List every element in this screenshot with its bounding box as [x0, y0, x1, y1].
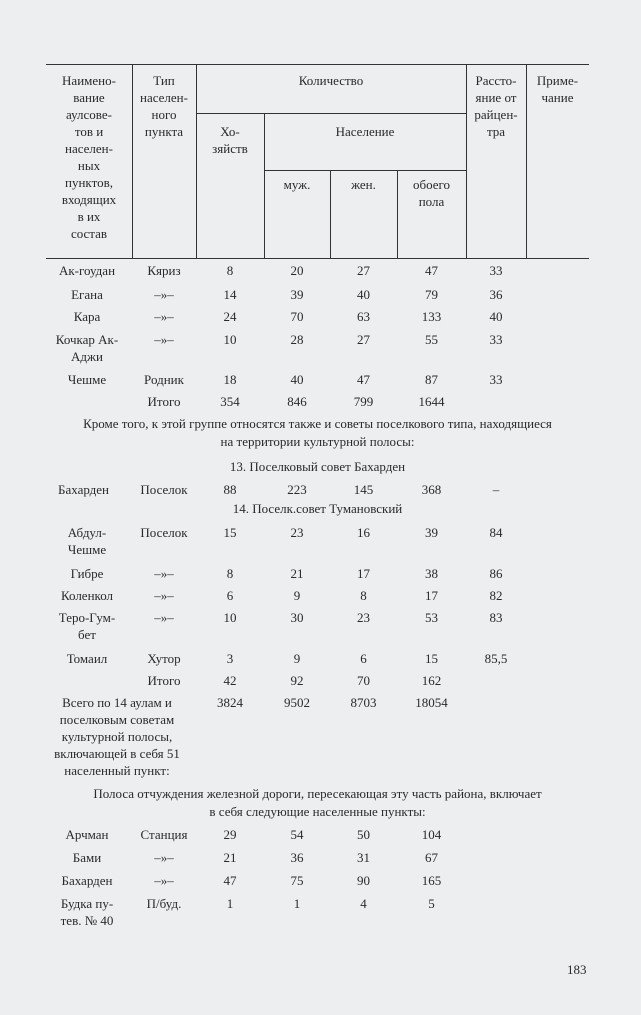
- row-female: 145: [353, 482, 374, 497]
- header-quantity: Количество: [298, 73, 364, 88]
- row-both: 17: [425, 588, 438, 603]
- row-female: 8: [360, 588, 367, 603]
- header-type: Тип населен- ного пункта: [140, 73, 188, 139]
- row-households: 18: [223, 372, 237, 387]
- row-distance: 83: [489, 610, 503, 625]
- row-male: 9: [293, 651, 301, 666]
- row-households: 1: [226, 896, 234, 911]
- row-households: 21: [223, 850, 237, 865]
- row-name: Томаил: [66, 651, 108, 666]
- row-name: Арчман: [65, 827, 109, 842]
- header-both: обоего пола: [412, 177, 451, 209]
- total-label: Итого: [147, 394, 181, 409]
- note-paragraph: Полоса отчуждения железной дороги, пересекающая эту часть района, включает в себя следующие населенные пункты:: [93, 786, 542, 819]
- row-type: Станция: [140, 827, 188, 842]
- row-female: 90: [357, 873, 370, 888]
- grand-total-label: Всего по 14 аулам и поселковым советам культурной полосы, включающей в себя 51 населенный пункт:: [54, 695, 180, 778]
- row-distance: 33: [489, 332, 503, 347]
- row-name: Кочкар Ак- Аджи: [55, 332, 119, 364]
- row-female: 50: [357, 827, 370, 842]
- row-type: –»–: [154, 588, 174, 603]
- population-rule: [264, 170, 466, 171]
- row-type: –»–: [154, 566, 174, 581]
- row-male: 70: [290, 309, 304, 324]
- row-female: 16: [357, 525, 370, 540]
- row-both: 133: [421, 309, 442, 324]
- row-name: Чешме: [67, 372, 107, 387]
- header-households: Хо- зяйств: [212, 124, 248, 156]
- row-both: 104: [421, 827, 442, 842]
- row-households: 8: [226, 566, 234, 581]
- row-type: –»–: [154, 287, 174, 302]
- row-type: Кяриз: [147, 263, 181, 278]
- row-name: Кара: [73, 309, 101, 324]
- row-female: 17: [357, 566, 370, 581]
- row-households: 6: [226, 588, 234, 603]
- row-female: 63: [357, 309, 370, 324]
- row-male: 40: [290, 372, 304, 387]
- row-households: 15: [223, 525, 237, 540]
- row-name: Абдул- Чешме: [67, 525, 107, 557]
- subheading: 13. Поселковый совет Бахарден: [229, 459, 406, 474]
- total-female: 799: [353, 394, 374, 409]
- row-households: 3: [226, 651, 234, 666]
- row-name: Бахарден: [61, 873, 113, 888]
- row-name: Ак-гоудан: [58, 263, 116, 278]
- row-male: 28: [290, 332, 304, 347]
- row-households: 10: [223, 332, 237, 347]
- row-both: 165: [421, 873, 442, 888]
- row-households: 10: [223, 610, 237, 625]
- row-distance: 86: [489, 566, 503, 581]
- total-both: 162: [421, 673, 442, 688]
- row-male: 23: [290, 525, 304, 540]
- row-type: –»–: [154, 850, 174, 865]
- row-both: 39: [425, 525, 438, 540]
- row-distance: 36: [489, 287, 503, 302]
- row-name: Коленкол: [60, 588, 114, 603]
- row-both: 87: [425, 372, 438, 387]
- total-households: 42: [223, 673, 237, 688]
- row-male: 1: [293, 896, 301, 911]
- row-distance: –: [492, 482, 500, 497]
- row-distance: 40: [489, 309, 503, 324]
- row-both: 368: [421, 482, 442, 497]
- header-distance: Рассто- яние от райцен- тра: [474, 73, 518, 139]
- row-female: 31: [357, 850, 370, 865]
- row-distance: 85,5: [484, 651, 508, 666]
- row-households: 47: [223, 873, 237, 888]
- row-male: 75: [290, 873, 304, 888]
- row-distance: 33: [489, 263, 503, 278]
- subheading: 14. Поселк.совет Тумановский: [232, 501, 403, 516]
- row-female: 4: [360, 896, 367, 911]
- row-distance: 33: [489, 372, 503, 387]
- grand-both: 18054: [415, 695, 448, 710]
- total-male: 92: [290, 673, 304, 688]
- row-households: 29: [223, 827, 237, 842]
- row-male: 36: [290, 850, 304, 865]
- row-name: Гибре: [70, 566, 104, 581]
- row-type: Поселок: [140, 482, 188, 497]
- row-male: 9: [293, 588, 301, 603]
- row-both: 15: [425, 651, 438, 666]
- row-both: 5: [428, 896, 435, 911]
- row-female: 47: [357, 372, 370, 387]
- row-female: 27: [357, 332, 370, 347]
- header-note: Приме- чание: [536, 73, 579, 105]
- row-distance: 84: [489, 525, 503, 540]
- row-both: 53: [425, 610, 438, 625]
- total-label: Итого: [147, 673, 181, 688]
- row-distance: 82: [489, 588, 503, 603]
- row-households: 24: [223, 309, 237, 324]
- row-type: Хутор: [147, 651, 181, 666]
- row-female: 27: [357, 263, 370, 278]
- row-male: 223: [287, 482, 307, 497]
- grand-male: 9502: [284, 695, 310, 710]
- row-type: –»–: [154, 873, 174, 888]
- row-female: 6: [360, 651, 367, 666]
- row-male: 54: [290, 827, 304, 842]
- header-population: Население: [335, 124, 395, 139]
- total-households: 354: [220, 394, 240, 409]
- row-male: 21: [290, 566, 304, 581]
- row-female: 23: [357, 610, 370, 625]
- row-name: Егана: [71, 287, 103, 302]
- grand-female: 8703: [350, 695, 377, 710]
- row-female: 40: [357, 287, 370, 302]
- table-top-rule: [46, 64, 589, 65]
- row-type: –»–: [154, 610, 174, 625]
- row-both: 38: [425, 566, 438, 581]
- row-male: 20: [290, 263, 304, 278]
- header-female: жен.: [351, 177, 376, 192]
- row-name: Бахарден: [58, 482, 110, 497]
- row-type: –»–: [154, 309, 174, 324]
- row-male: 30: [290, 610, 304, 625]
- row-both: 67: [425, 850, 438, 865]
- grand-households: 3824: [217, 695, 243, 710]
- row-name: Будка пу- тев. № 40: [60, 896, 114, 928]
- note-paragraph: Кроме того, к этой группе относятся также и советы поселкового типа, находящиеся на территории культурной полосы:: [83, 416, 552, 449]
- total-female: 70: [357, 673, 370, 688]
- total-both: 1644: [418, 394, 445, 409]
- row-male: 39: [290, 287, 304, 302]
- row-type: П/буд.: [146, 896, 182, 911]
- header-name: Наимено- вание аулсове- тов и населен- ных пунктов, входящих в их состав: [61, 73, 117, 241]
- header-male: муж.: [283, 177, 311, 192]
- page-number: 183: [567, 962, 587, 977]
- row-both: 79: [425, 287, 438, 302]
- col-divider: [196, 64, 197, 259]
- row-name: Теро-Гум- бет: [58, 610, 116, 642]
- quantity-rule: [196, 113, 466, 114]
- table-header-bottom-rule: [46, 258, 589, 259]
- row-households: 14: [223, 287, 237, 302]
- row-both: 55: [425, 332, 438, 347]
- row-type: Поселок: [140, 525, 188, 540]
- row-name: Бами: [72, 850, 102, 865]
- total-male: 846: [287, 394, 307, 409]
- row-type: –»–: [154, 332, 174, 347]
- row-households: 8: [226, 263, 234, 278]
- row-type: Родник: [144, 372, 184, 387]
- row-households: 88: [223, 482, 237, 497]
- row-both: 47: [425, 263, 438, 278]
